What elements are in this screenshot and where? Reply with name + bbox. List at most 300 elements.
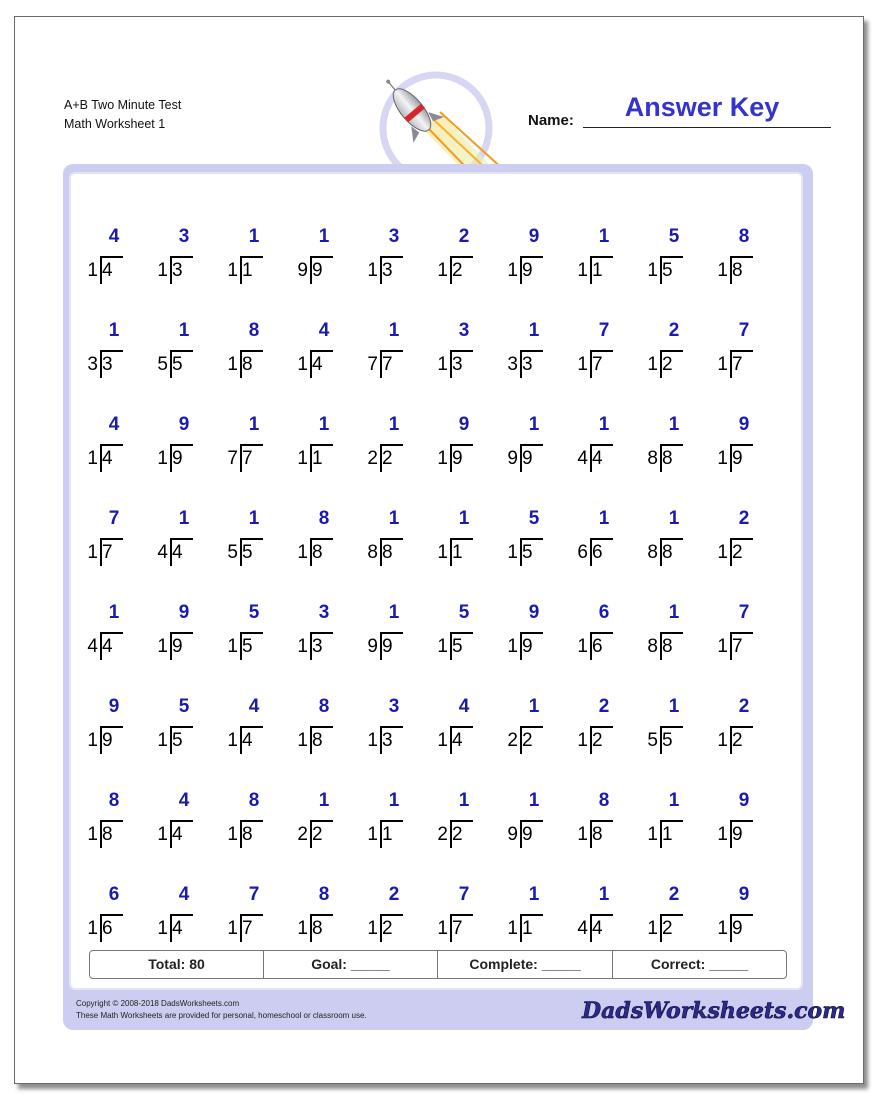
- quotient-answer: 7: [248, 884, 260, 905]
- usage-line: These Math Worksheets are provided for personal, homeschool or classroom use.: [76, 1011, 367, 1020]
- divisor: 1: [227, 918, 238, 939]
- division-vinculum: [730, 256, 753, 258]
- divisor: 1: [87, 824, 98, 845]
- divisor: 1: [717, 730, 728, 751]
- quotient-answer: 1: [668, 790, 680, 811]
- quotient-answer: 1: [388, 508, 400, 529]
- dividend: 8: [732, 260, 743, 281]
- division-vinculum: [380, 632, 403, 634]
- division-vinculum: [590, 444, 613, 446]
- division-vinculum: [660, 632, 683, 634]
- division-vinculum: [170, 726, 193, 728]
- division-vinculum: [380, 820, 403, 822]
- divisor: 1: [297, 918, 308, 939]
- divisor: 4: [577, 448, 588, 469]
- quotient-answer: 9: [528, 602, 540, 623]
- dividend: 1: [312, 448, 323, 469]
- quotient-answer: 9: [738, 414, 750, 435]
- division-vinculum: [310, 538, 333, 540]
- division-problem: [574, 224, 644, 318]
- dividend: 8: [242, 824, 253, 845]
- divisor: 1: [87, 542, 98, 563]
- division-vinculum: [520, 444, 543, 446]
- divisor: 1: [157, 918, 168, 939]
- divisor: 1: [367, 260, 378, 281]
- divisor: 1: [157, 824, 168, 845]
- dividend: 7: [452, 918, 463, 939]
- quotient-answer: 8: [318, 508, 330, 529]
- quotient-answer: 5: [248, 602, 260, 623]
- division-problem: [714, 506, 784, 600]
- dividend: 9: [522, 824, 533, 845]
- quotient-answer: 9: [108, 696, 120, 717]
- divisor: 1: [297, 354, 308, 375]
- divisor: 1: [577, 354, 588, 375]
- division-problem: [294, 224, 364, 318]
- division-vinculum: [170, 256, 193, 258]
- quotient-answer: 3: [178, 226, 190, 247]
- division-problem: [224, 318, 294, 412]
- quotient-answer: 1: [248, 414, 260, 435]
- quotient-answer: 9: [738, 790, 750, 811]
- division-problem: [714, 600, 784, 694]
- quotient-answer: 1: [668, 602, 680, 623]
- divisor: 8: [647, 448, 658, 469]
- division-problem: [434, 506, 504, 600]
- division-problem: [294, 506, 364, 600]
- division-problem: [84, 694, 154, 788]
- divisor: 5: [157, 354, 168, 375]
- quotient-answer: 1: [178, 320, 190, 341]
- division-vinculum: [310, 726, 333, 728]
- division-vinculum: [450, 444, 473, 446]
- divisor: 3: [507, 354, 518, 375]
- divisor: 9: [507, 824, 518, 845]
- dividend: 3: [172, 260, 183, 281]
- division-vinculum: [730, 726, 753, 728]
- dividend: 3: [382, 730, 393, 751]
- score-bar: [89, 950, 787, 979]
- dividend: 4: [172, 824, 183, 845]
- division-problem: [154, 506, 224, 600]
- dividend: 2: [452, 260, 463, 281]
- quotient-answer: 8: [318, 696, 330, 717]
- dividend: 9: [172, 448, 183, 469]
- dividend: 4: [592, 918, 603, 939]
- division-problem: [574, 318, 644, 412]
- division-vinculum: [240, 820, 263, 822]
- quotient-answer: 4: [178, 790, 190, 811]
- divisor: 1: [507, 542, 518, 563]
- quotient-answer: 1: [388, 602, 400, 623]
- division-vinculum: [450, 914, 473, 916]
- quotient-answer: 1: [318, 414, 330, 435]
- division-problem: [504, 694, 574, 788]
- divisor: 4: [577, 918, 588, 939]
- division-vinculum: [100, 444, 123, 446]
- dividend: 7: [732, 354, 743, 375]
- quotient-answer: 8: [738, 226, 750, 247]
- division-vinculum: [380, 538, 403, 540]
- dividend: 8: [312, 918, 323, 939]
- divisor: 1: [717, 824, 728, 845]
- division-vinculum: [660, 914, 683, 916]
- division-vinculum: [520, 726, 543, 728]
- division-problem: [294, 600, 364, 694]
- division-problem: [644, 224, 714, 318]
- divisor: 9: [297, 260, 308, 281]
- division-problem: [714, 694, 784, 788]
- division-problem: [224, 600, 294, 694]
- division-vinculum: [590, 820, 613, 822]
- dividend: 1: [592, 260, 603, 281]
- dividend: 5: [662, 260, 673, 281]
- divisor: 1: [507, 260, 518, 281]
- quotient-answer: 3: [388, 696, 400, 717]
- dividend: 5: [662, 730, 673, 751]
- quotient-answer: 4: [458, 696, 470, 717]
- division-vinculum: [520, 538, 543, 540]
- dividend: 2: [452, 824, 463, 845]
- divisor: 1: [717, 354, 728, 375]
- dividend: 3: [312, 636, 323, 657]
- dividend: 3: [382, 260, 393, 281]
- quotient-answer: 5: [458, 602, 470, 623]
- dividend: 2: [522, 730, 533, 751]
- quotient-answer: 4: [248, 696, 260, 717]
- divisor: 3: [87, 354, 98, 375]
- quotient-answer: 6: [598, 602, 610, 623]
- quotient-answer: 1: [178, 508, 190, 529]
- division-vinculum: [100, 256, 123, 258]
- division-vinculum: [730, 444, 753, 446]
- divisor: 1: [297, 636, 308, 657]
- dividend: 4: [592, 448, 603, 469]
- divisor: 1: [717, 448, 728, 469]
- divisor: 2: [507, 730, 518, 751]
- divisor: 1: [437, 260, 448, 281]
- dividend: 2: [382, 448, 393, 469]
- divisor: 1: [297, 542, 308, 563]
- dividend: 4: [172, 918, 183, 939]
- divisor: 4: [157, 542, 168, 563]
- divisor: 6: [577, 542, 588, 563]
- quotient-answer: 1: [388, 414, 400, 435]
- divisor: 1: [367, 824, 378, 845]
- division-vinculum: [590, 632, 613, 634]
- quotient-answer: 1: [528, 790, 540, 811]
- division-problem: [154, 412, 224, 506]
- divisor: 8: [647, 542, 658, 563]
- quotient-answer: 1: [668, 696, 680, 717]
- division-problem: [364, 600, 434, 694]
- division-problem: [364, 694, 434, 788]
- division-vinculum: [170, 820, 193, 822]
- division-vinculum: [100, 350, 123, 352]
- quotient-answer: 4: [108, 226, 120, 247]
- dividend: 1: [452, 542, 463, 563]
- dividend: 3: [522, 354, 533, 375]
- division-vinculum: [520, 256, 543, 258]
- divisor: 1: [157, 636, 168, 657]
- division-vinculum: [380, 350, 403, 352]
- dividend: 2: [662, 918, 673, 939]
- division-vinculum: [730, 914, 753, 916]
- quotient-answer: 2: [668, 884, 680, 905]
- quotient-answer: 1: [108, 602, 120, 623]
- divisor: 1: [577, 636, 588, 657]
- correct-field[interactable]: Correct: _____: [650, 956, 749, 972]
- dividend: 4: [452, 730, 463, 751]
- dividend: 9: [102, 730, 113, 751]
- division-problem: [434, 224, 504, 318]
- division-vinculum: [590, 914, 613, 916]
- quotient-answer: 1: [458, 508, 470, 529]
- division-problem: [224, 506, 294, 600]
- divisor: 9: [507, 448, 518, 469]
- divisor: 1: [507, 636, 518, 657]
- divisor: 1: [157, 448, 168, 469]
- dividend: 5: [242, 542, 253, 563]
- quotient-answer: 1: [388, 320, 400, 341]
- dividend: 8: [382, 542, 393, 563]
- answer-key-text: Answer Key: [624, 92, 780, 122]
- quotient-answer: 8: [598, 790, 610, 811]
- divisor: 4: [87, 636, 98, 657]
- quotient-answer: 5: [528, 508, 540, 529]
- division-vinculum: [450, 820, 473, 822]
- division-vinculum: [310, 914, 333, 916]
- dividend: 7: [382, 354, 393, 375]
- quotient-answer: 7: [108, 508, 120, 529]
- divisor: 1: [647, 260, 658, 281]
- quotient-answer: 7: [598, 320, 610, 341]
- division-problem: [504, 318, 574, 412]
- quotient-answer: 7: [458, 884, 470, 905]
- title-line-1: A+B Two Minute Test: [64, 98, 182, 112]
- division-problem: [224, 694, 294, 788]
- dividend: 5: [172, 730, 183, 751]
- division-vinculum: [310, 820, 333, 822]
- name-label: Name:: [528, 112, 574, 129]
- division-vinculum: [450, 632, 473, 634]
- divisor: 1: [227, 824, 238, 845]
- dividend: 8: [242, 354, 253, 375]
- division-vinculum: [520, 350, 543, 352]
- division-problem: [294, 412, 364, 506]
- quotient-answer: 1: [528, 320, 540, 341]
- division-problem: [154, 600, 224, 694]
- division-vinculum: [240, 444, 263, 446]
- division-problem: [224, 224, 294, 318]
- division-vinculum: [380, 726, 403, 728]
- divisor: 1: [227, 354, 238, 375]
- divisor: 8: [647, 636, 658, 657]
- division-vinculum: [240, 726, 263, 728]
- division-problem: [294, 694, 364, 788]
- divisor: 9: [367, 636, 378, 657]
- quotient-answer: 6: [108, 884, 120, 905]
- division-problem: [504, 506, 574, 600]
- division-problem: [504, 224, 574, 318]
- division-problem: [434, 412, 504, 506]
- division-vinculum: [100, 914, 123, 916]
- quotient-answer: 2: [738, 696, 750, 717]
- division-problem: [154, 788, 224, 882]
- quotient-answer: 5: [178, 696, 190, 717]
- quotient-answer: 1: [388, 790, 400, 811]
- dividend: 8: [662, 542, 673, 563]
- divisor: 1: [157, 260, 168, 281]
- quotient-answer: 9: [178, 414, 190, 435]
- division-vinculum: [380, 444, 403, 446]
- division-vinculum: [730, 538, 753, 540]
- division-vinculum: [240, 914, 263, 916]
- division-problem: [714, 412, 784, 506]
- divisor: 7: [367, 354, 378, 375]
- division-vinculum: [660, 820, 683, 822]
- division-problem: [154, 694, 224, 788]
- quotient-answer: 1: [528, 884, 540, 905]
- division-vinculum: [100, 726, 123, 728]
- divisor: 1: [297, 448, 308, 469]
- goal-field[interactable]: Goal: _____: [264, 951, 438, 978]
- quotient-answer: 4: [178, 884, 190, 905]
- name-line[interactable]: [583, 127, 831, 128]
- divisor: 1: [437, 542, 448, 563]
- quotient-answer: 1: [458, 790, 470, 811]
- divisor: 1: [437, 354, 448, 375]
- quotient-answer: 8: [318, 884, 330, 905]
- divisor: 1: [577, 730, 588, 751]
- dividend: 6: [592, 636, 603, 657]
- division-problem: [364, 788, 434, 882]
- divisor: 5: [647, 730, 658, 751]
- division-vinculum: [450, 726, 473, 728]
- divisor: 1: [717, 636, 728, 657]
- divisor: 1: [647, 824, 658, 845]
- dividend: 4: [312, 354, 323, 375]
- dividend: 9: [522, 260, 533, 281]
- dividend: 7: [102, 542, 113, 563]
- division-problem: [574, 694, 644, 788]
- division-problem: [574, 788, 644, 882]
- quotient-answer: 1: [598, 884, 610, 905]
- division-problem: [84, 600, 154, 694]
- division-problem: [84, 224, 154, 318]
- dividend: 2: [592, 730, 603, 751]
- quotient-answer: 3: [458, 320, 470, 341]
- complete-field[interactable]: Complete: _____: [438, 951, 613, 978]
- division-vinculum: [380, 256, 403, 258]
- division-problem: [84, 412, 154, 506]
- dividend: 1: [242, 260, 253, 281]
- division-problem: [364, 412, 434, 506]
- division-problem: [294, 318, 364, 412]
- dividend: 7: [592, 354, 603, 375]
- dividend: 8: [662, 636, 673, 657]
- divisor: 1: [717, 542, 728, 563]
- division-problem: [644, 318, 714, 412]
- division-problem: [714, 224, 784, 318]
- dividend: 9: [172, 636, 183, 657]
- divisor: 1: [717, 260, 728, 281]
- division-vinculum: [450, 350, 473, 352]
- quotient-answer: 1: [318, 226, 330, 247]
- division-problem: [714, 788, 784, 882]
- division-vinculum: [170, 914, 193, 916]
- quotient-answer: 3: [318, 602, 330, 623]
- divisor: 7: [227, 448, 238, 469]
- division-problem: [154, 224, 224, 318]
- dividend: 1: [522, 918, 533, 939]
- division-vinculum: [730, 820, 753, 822]
- dividend: 2: [382, 918, 393, 939]
- quotient-answer: 1: [108, 320, 120, 341]
- quotient-answer: 5: [668, 226, 680, 247]
- division-vinculum: [310, 350, 333, 352]
- problem-grid: [84, 224, 784, 976]
- dividend: 5: [522, 542, 533, 563]
- quotient-answer: 9: [528, 226, 540, 247]
- division-problem: [644, 412, 714, 506]
- division-problem: [504, 600, 574, 694]
- division-problem: [504, 788, 574, 882]
- division-vinculum: [240, 632, 263, 634]
- dividend: 9: [312, 260, 323, 281]
- divisor: 1: [577, 260, 588, 281]
- quotient-answer: 9: [458, 414, 470, 435]
- dadsworksheets-logo[interactable]: [578, 994, 846, 1026]
- division-vinculum: [590, 726, 613, 728]
- dividend: 4: [102, 448, 113, 469]
- divisor: 1: [507, 918, 518, 939]
- quotient-answer: 3: [388, 226, 400, 247]
- quotient-answer: 4: [108, 414, 120, 435]
- dividend: 7: [242, 918, 253, 939]
- divisor: 1: [87, 448, 98, 469]
- dividend: 9: [452, 448, 463, 469]
- quotient-answer: 8: [248, 790, 260, 811]
- divisor: 1: [367, 730, 378, 751]
- divisor: 2: [297, 824, 308, 845]
- division-problem: [504, 412, 574, 506]
- quotient-answer: 1: [528, 696, 540, 717]
- quotient-answer: 1: [598, 226, 610, 247]
- divisor: 8: [367, 542, 378, 563]
- division-vinculum: [730, 632, 753, 634]
- quotient-answer: 7: [738, 320, 750, 341]
- division-problem: [644, 788, 714, 882]
- division-vinculum: [100, 632, 123, 634]
- quotient-answer: 8: [248, 320, 260, 341]
- division-problem: [574, 412, 644, 506]
- dividend: 4: [102, 260, 113, 281]
- division-vinculum: [450, 538, 473, 540]
- quotient-answer: 4: [318, 320, 330, 341]
- quotient-answer: 2: [458, 226, 470, 247]
- division-vinculum: [240, 350, 263, 352]
- dividend: 5: [452, 636, 463, 657]
- quotient-answer: 8: [108, 790, 120, 811]
- quotient-answer: 1: [598, 414, 610, 435]
- dividend: 9: [732, 918, 743, 939]
- divisor: 1: [437, 918, 448, 939]
- division-vinculum: [450, 256, 473, 258]
- copyright-notice: [76, 998, 367, 1022]
- division-vinculum: [380, 914, 403, 916]
- division-vinculum: [660, 444, 683, 446]
